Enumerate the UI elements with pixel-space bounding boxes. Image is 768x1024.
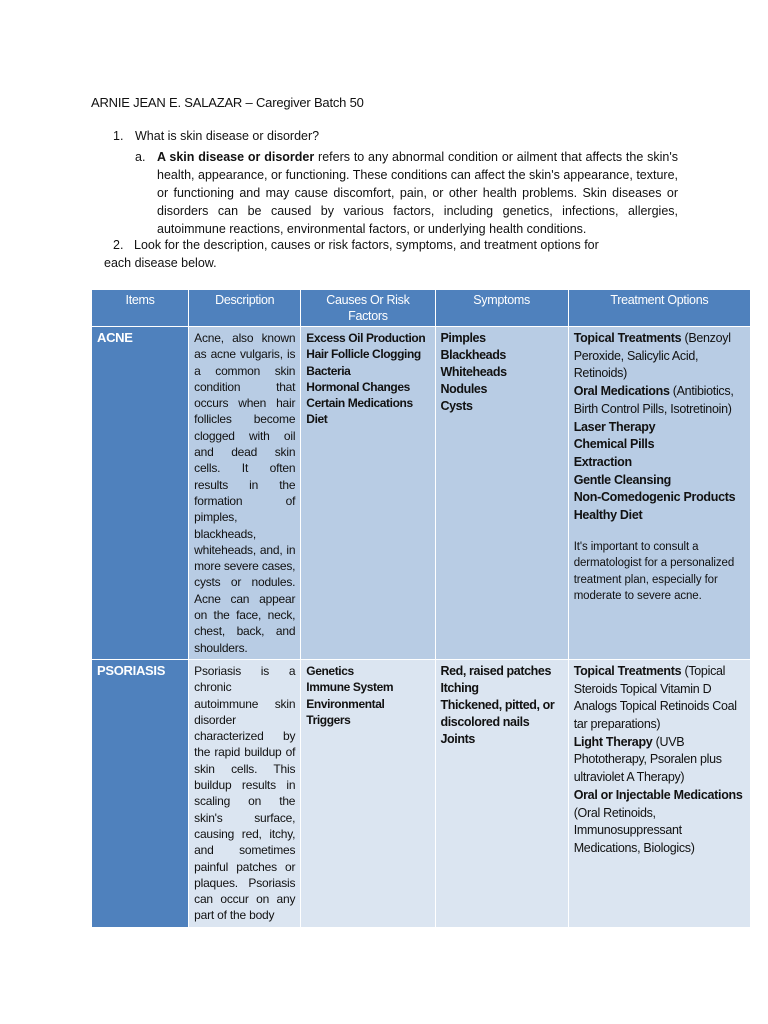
- cause-item: Environmental Triggers: [306, 696, 385, 727]
- symptom-item: Itching: [440, 680, 479, 695]
- treatment-item: [574, 419, 745, 437]
- cause-item: Bacteria: [306, 363, 351, 378]
- symptom-item: Nodules: [440, 382, 488, 396]
- treatment-item: [574, 507, 745, 525]
- header-items: Items: [92, 290, 189, 327]
- cause-item: Genetics: [306, 663, 354, 678]
- row-treatments: [568, 659, 750, 927]
- row-description: Psoriasis is a chronic autoimmune skin disorder characterized by the rapid buildup of skin cells. This buildup results in scaling on the skin's surface, causing red, itchy, and sometimes painful patches or plaques. Psoriasis can occur on any part of the body: [189, 659, 301, 927]
- treatment-item: [574, 436, 745, 454]
- row-treatments: [568, 327, 750, 660]
- cause-item: Certain Medications: [306, 396, 413, 411]
- table-row: [92, 659, 751, 927]
- table-row: [92, 327, 751, 660]
- cause-item: Hair Follicle Clogging: [306, 347, 421, 362]
- cause-item: Immune System: [306, 680, 394, 695]
- treatment-name: Topical Treatments: [573, 663, 682, 678]
- treatment-name: Laser Therapy: [573, 419, 656, 434]
- symptom-item: Whiteheads: [440, 365, 507, 379]
- question-2-text: Look for the description, causes or risk factors, symptoms, and treatment options for each disease below.: [104, 238, 599, 270]
- cause-item: Excess Oil Production: [306, 331, 426, 345]
- symptom-item: Pimples: [440, 331, 486, 345]
- treatment-detail: (UVB Phototherapy, Psoralen plus ultraviolet A Therapy): [573, 734, 722, 785]
- answer-1a-text: refers to any abnormal condition or ailment that affects the skin's health, appearance, or functioning. These conditions can affect the skin's appearance, texture, or functioning and may cause discomfort, pain, or other health problems. Skin diseases or disorders can be caused by various factors, including genetics, infections, allergies, autoimmune reactions, environmental factors, or underlying health conditions.: [157, 150, 679, 236]
- treatment-detail: (Topical Steroids Topical Vitamin D Analogs Topical Retinoids Coal tar preparations): [573, 663, 737, 732]
- treatment-name: Healthy Diet: [573, 508, 643, 523]
- symptom-item: Thickened, pitted, or discolored nails: [440, 697, 555, 729]
- cause-item: Hormonal Changes: [306, 379, 410, 394]
- symptom-item: Cysts: [440, 399, 473, 413]
- header-description: Description: [189, 290, 301, 327]
- treatment-detail: (Antibiotics, Birth Control Pills, Isotretinoin): [573, 384, 734, 416]
- treatment-item: [574, 663, 745, 734]
- question-2-number: 2.: [113, 238, 124, 252]
- treatment-item: [574, 330, 745, 383]
- treatment-name: Light Therapy: [573, 734, 653, 749]
- row-description: Acne, also known as acne vulgaris, is a common skin condition that occurs when hair follicles become clogged with oil and dead skin cells. It often results in the formation of pimples, blackheads, whiteheads, and, in more severe cases, cysts or nodules. Acne can appear on the face, neck, chest, back, and shoulders.: [189, 327, 301, 660]
- answer-1a-bold-lead: A skin disease or disorder: [157, 150, 315, 164]
- question-1-number: 1.: [113, 129, 124, 143]
- row-causes: [301, 659, 435, 927]
- answer-1a-paragraph: [157, 148, 678, 238]
- treatment-item: [574, 454, 745, 472]
- treatment-name: Non-Comedogenic Products: [573, 490, 736, 505]
- row-symptoms: [435, 659, 568, 927]
- treatment-item: [574, 472, 745, 490]
- symptom-item: Joints: [440, 731, 475, 746]
- treatment-detail: (Oral Retinoids, Immunosuppressant Medications, Biologics): [573, 805, 695, 855]
- treatment-name: Extraction: [573, 454, 632, 469]
- disease-table: [91, 289, 751, 928]
- header-treatment: Treatment Options: [568, 290, 750, 327]
- question-2: [104, 236, 624, 272]
- cause-item: Diet: [306, 412, 328, 427]
- header-symptoms: Symptoms: [435, 290, 568, 327]
- treatment-detail: (Benzoyl Peroxide, Salicylic Acid, Retinoids): [573, 331, 731, 381]
- treatment-item: [574, 489, 745, 507]
- row-item-name: PSORIASIS: [92, 659, 189, 927]
- table-header-row: [92, 290, 751, 327]
- treatment-name: Topical Treatments: [573, 331, 682, 345]
- symptom-item: Red, raised patches: [440, 663, 552, 678]
- row-causes: [301, 327, 435, 660]
- treatment-item: [574, 734, 745, 787]
- treatment-note: It's important to consult a dermatologist for a personalized treatment plan, especially for moderate to severe acne.: [573, 540, 735, 603]
- treatment-item: [574, 383, 745, 418]
- row-item-name: ACNE: [92, 327, 189, 660]
- question-1: [113, 129, 319, 143]
- treatment-name: Chemical Pills: [573, 437, 655, 452]
- symptom-item: Blackheads: [440, 348, 506, 362]
- treatment-name: Oral Medications: [573, 384, 670, 399]
- question-1-text: What is skin disease or disorder?: [135, 129, 320, 143]
- treatment-item: [574, 787, 745, 858]
- document-header: ARNIE JEAN E. SALAZAR – Caregiver Batch 50: [91, 95, 364, 110]
- treatment-name: Oral or Injectable Medications: [573, 787, 743, 802]
- header-causes: Causes Or Risk Factors: [301, 290, 435, 327]
- treatment-name: Gentle Cleansing: [573, 472, 671, 487]
- row-symptoms: [435, 327, 568, 660]
- answer-1a-letter: a.: [135, 150, 146, 164]
